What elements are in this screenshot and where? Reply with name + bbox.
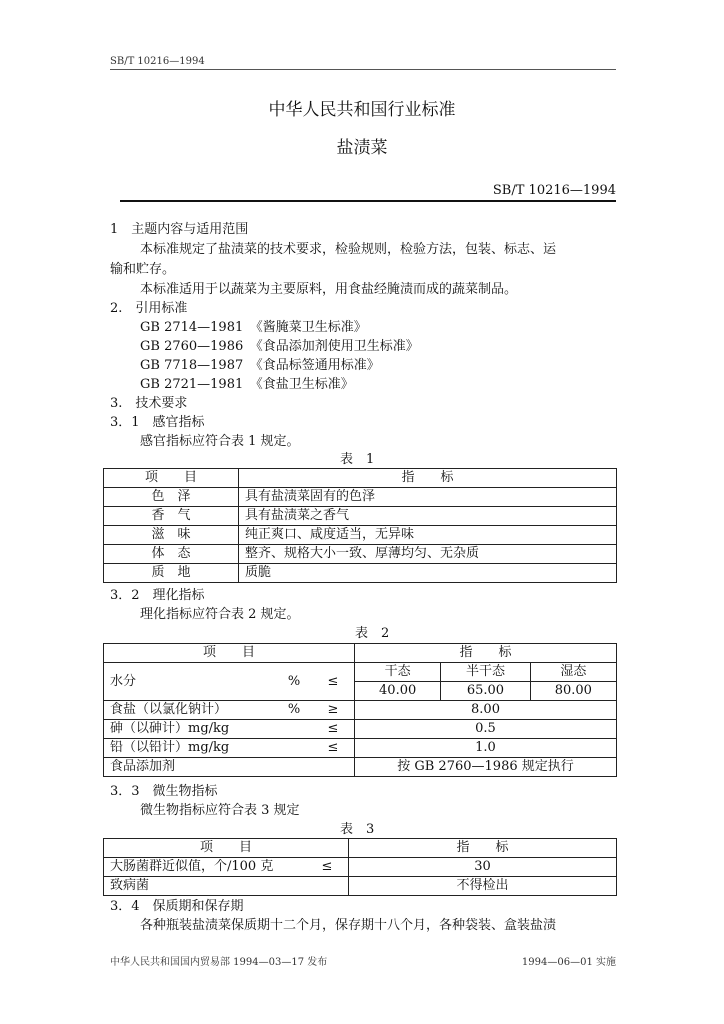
table2-label: 砷（以砷计）mg/kg — [104, 720, 277, 739]
table-row — [104, 758, 617, 777]
s33-heading: 3．3 微生物指标 — [110, 784, 218, 799]
table2-water-unit: % — [276, 663, 312, 701]
table-row — [104, 701, 617, 720]
s31-text: 感官指标应符合表 1 规定。 — [140, 434, 300, 449]
table3-head-index: 指 标 — [349, 839, 617, 858]
table-row — [104, 739, 617, 758]
table1-item: 色 泽 — [104, 488, 239, 507]
table2-value: 按 GB 2760—1986 规定执行 — [355, 758, 617, 777]
footer-left: 中华人民共和国国内贸易部 1994—03—17 发布 — [110, 957, 328, 968]
s32-text: 理化指标应符合表 2 规定。 — [140, 607, 300, 622]
table1-caption: 表 1 — [340, 452, 375, 467]
s32-heading: 3．2 理化指标 — [110, 588, 205, 603]
table3-op: ≤ — [306, 858, 349, 877]
s1-heading: 1 主题内容与适用范围 — [110, 222, 249, 237]
table1-item: 香 气 — [104, 507, 239, 526]
table-row — [104, 507, 617, 526]
table2-subhead: 干态 — [355, 663, 441, 682]
table2-op — [312, 758, 355, 777]
table3-caption: 表 3 — [340, 822, 375, 837]
table1-item: 质 地 — [104, 564, 239, 583]
table3-head-item: 项 目 — [104, 839, 349, 858]
table1-value: 质脆 — [239, 564, 617, 583]
table3-value: 不得检出 — [349, 877, 617, 896]
s34-text: 各种瓶装盐渍菜保质期十二个月，保存期十八个月，各种袋装、盒装盐渍 — [140, 918, 557, 933]
s1-para1a: 本标准规定了盐渍菜的技术要求，检验规则，检验方法，包装、标志、运 — [140, 242, 557, 257]
table1-value: 整齐、规格大小一致、厚薄均匀、无杂质 — [239, 545, 617, 564]
table1-value: 具有盐渍菜之香气 — [239, 507, 617, 526]
s31-heading: 3．1 感官指标 — [110, 415, 205, 430]
table-row — [104, 877, 617, 896]
table2-unit — [276, 720, 312, 739]
table2-caption: 表 2 — [355, 626, 390, 641]
table2-op: ≤ — [312, 720, 355, 739]
table2-label: 食盐（以氯化钠计） — [104, 701, 277, 720]
s3-heading: 3. 技术要求 — [110, 396, 188, 411]
footer-right: 1994—06—01 实施 — [521, 957, 616, 968]
table3-label: 致病菌 — [104, 877, 307, 896]
table-row — [104, 564, 617, 583]
title-rule — [120, 200, 616, 202]
table3-value: 30 — [349, 858, 617, 877]
table2-op: ≥ — [312, 701, 355, 720]
s1-para1b: 输和贮存。 — [110, 262, 176, 277]
table2-water-value: 80.00 — [530, 682, 616, 701]
ref-item: GB 2760—1986 《食品添加剂使用卫生标准》 — [140, 339, 419, 354]
table3 — [103, 838, 617, 896]
table2-value: 1.0 — [355, 739, 617, 758]
table2-water-value: 40.00 — [355, 682, 441, 701]
s1-para2: 本标准适用于以蔬菜为主要原料，用食盐经腌渍而成的蔬菜制品。 — [140, 282, 518, 297]
table3-label: 大肠菌群近似值，个/100 克 — [104, 858, 307, 877]
table2-op: ≤ — [312, 739, 355, 758]
doc-code: SB/T 10216—1994 — [492, 183, 616, 198]
table2-subhead: 半干态 — [441, 663, 530, 682]
table2-water-op: ≤ — [312, 663, 355, 701]
table1 — [103, 468, 617, 583]
table2-value: 8.00 — [355, 701, 617, 720]
s2-heading: 2. 引用标准 — [110, 301, 188, 316]
table2 — [103, 643, 617, 777]
header-rule — [110, 69, 616, 70]
table2-unit — [276, 739, 312, 758]
table2-label: 食品添加剂 — [104, 758, 277, 777]
page-subtitle: 盐渍菜 — [336, 138, 388, 158]
page-title: 中华人民共和国行业标准 — [268, 100, 456, 120]
table-row — [104, 526, 617, 545]
table1-item: 体 态 — [104, 545, 239, 564]
table1-item: 滋 味 — [104, 526, 239, 545]
s33-text: 微生物指标应符合表 3 规定 — [140, 803, 300, 818]
table2-head-index: 指 标 — [355, 644, 617, 663]
table2-subhead: 湿态 — [530, 663, 616, 682]
table2-water-label: 水分 — [104, 663, 277, 701]
table1-value: 纯正爽口、咸度适当，无异味 — [239, 526, 617, 545]
table1-value: 具有盐渍菜固有的色泽 — [239, 488, 617, 507]
table2-label: 铅（以铅计）mg/kg — [104, 739, 277, 758]
table2-head-item: 项 目 — [104, 644, 355, 663]
header-code: SB/T 10216—1994 — [110, 56, 205, 67]
ref-item: GB 7718—1987 《食品标签通用标准》 — [140, 358, 380, 373]
table2-unit — [276, 758, 312, 777]
table1-head-index: 指 标 — [239, 469, 617, 488]
table-row — [104, 858, 617, 877]
table2-water-value: 65.00 — [441, 682, 530, 701]
table-row — [104, 545, 617, 564]
ref-item: GB 2721—1981 《食盐卫生标准》 — [140, 377, 354, 392]
ref-item: GB 2714—1981 《酱腌菜卫生标准》 — [140, 320, 367, 335]
table-row — [104, 720, 617, 739]
table-row — [104, 488, 617, 507]
table1-head-item: 项 目 — [104, 469, 239, 488]
table3-op — [306, 877, 349, 896]
s34-heading: 3．4 保质期和保存期 — [110, 899, 244, 914]
table2-unit: % — [276, 701, 312, 720]
table2-value: 0.5 — [355, 720, 617, 739]
